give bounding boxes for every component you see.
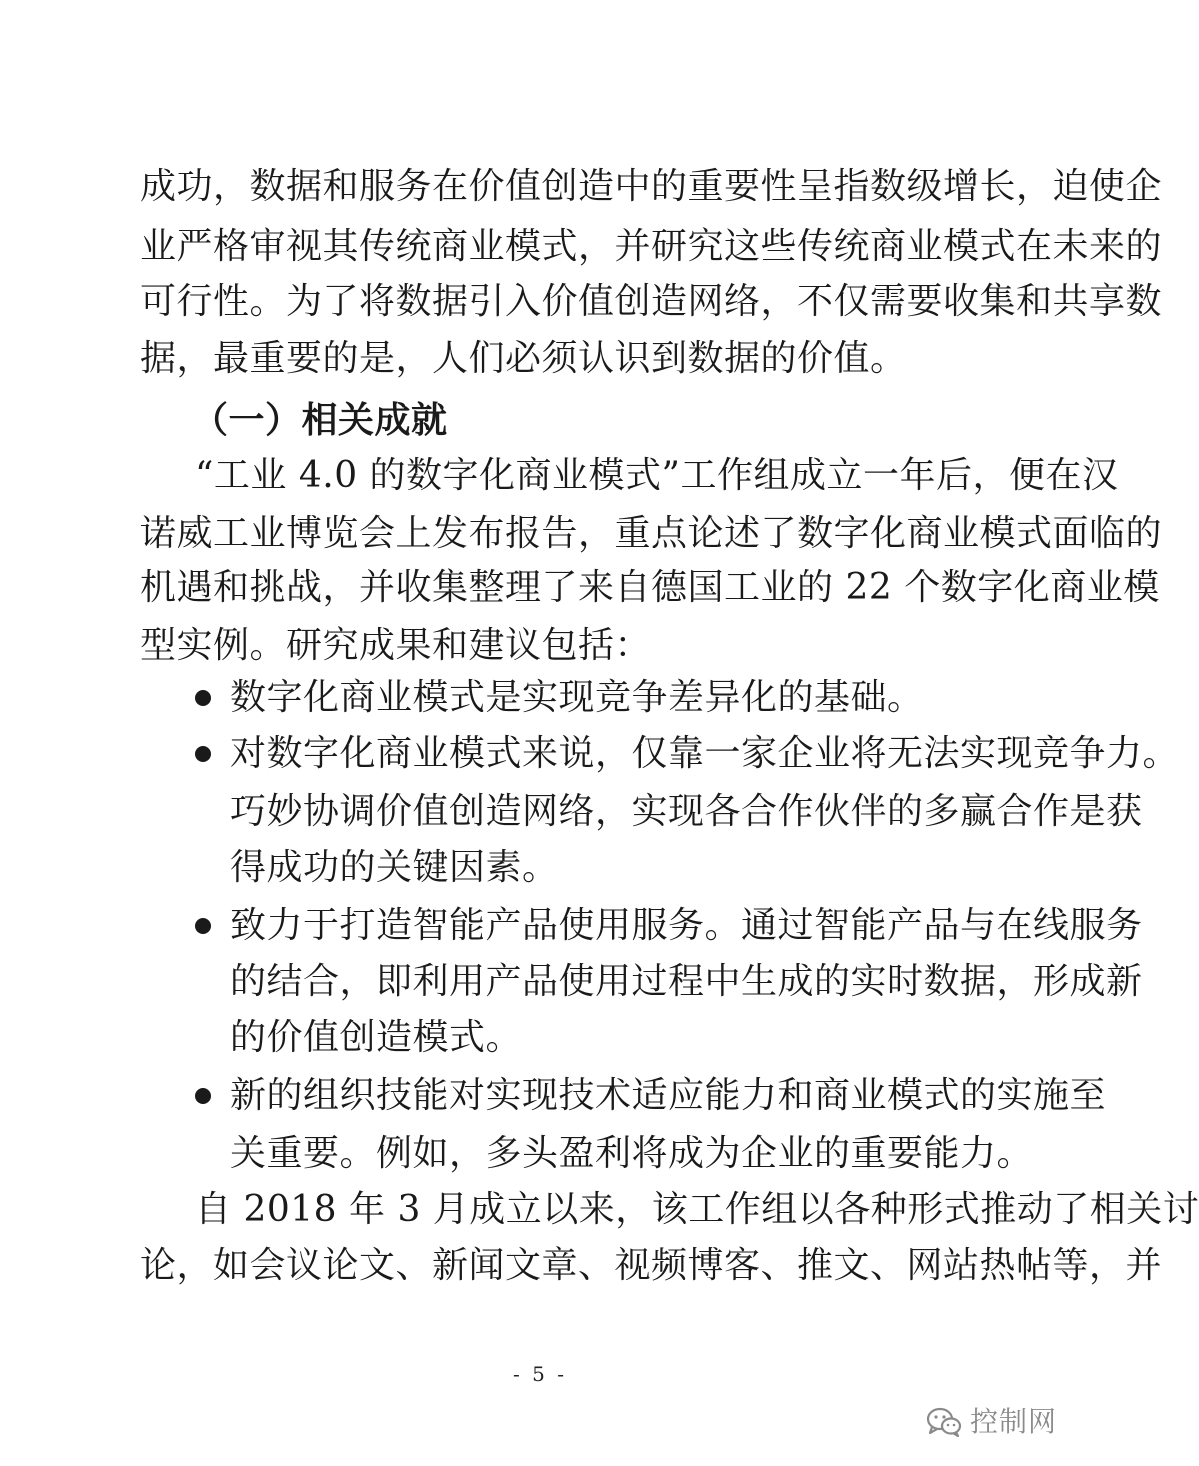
paragraph-line: 诺威工业博览会上发布报告，重点论述了数字化商业模式面临的 <box>140 513 1163 554</box>
list-item: 数字化商业模式是实现竞争差异化的基础。 <box>230 677 924 718</box>
wechat-icon <box>926 1406 962 1438</box>
list-item: 对数字化商业模式来说，仅靠一家企业将无法实现竞争力。 <box>230 733 1180 774</box>
bullet-dot <box>195 690 211 706</box>
section-heading: （一）相关成就 <box>192 399 448 441</box>
paragraph-line: 据，最重要的是，人们必须认识到数据的价值。 <box>140 338 907 379</box>
paragraph-line: 可行性。为了将数据引入价值创造网络，不仅需要收集和共享数 <box>140 281 1163 322</box>
bullet-dot <box>195 1088 211 1104</box>
paragraph-line: 业严格审视其传统商业模式，并研究这些传统商业模式在未来的 <box>140 226 1163 267</box>
paragraph-line: 机遇和挑战，并收集整理了来自德国工业的 22 个数字化商业模 <box>140 567 1160 608</box>
paragraph-line: “工业 4.0 的数字化商业模式”工作组成立一年后，便在汉 <box>195 455 1119 496</box>
list-item: 巧妙协调价值创造网络，实现各合作伙伴的多赢合作是获 <box>230 791 1143 832</box>
page-number: - 5 - <box>513 1362 567 1386</box>
bullet-dot <box>195 918 211 934</box>
bullet-dot <box>195 746 211 762</box>
list-item: 新的组织技能对实现技术适应能力和商业模式的实施至 <box>230 1075 1107 1116</box>
watermark-text: 控制网 <box>970 1405 1058 1438</box>
paragraph-line: 成功，数据和服务在价值创造中的重要性呈指数级增长，迫使企 <box>140 166 1163 207</box>
paragraph-line: 论，如会议论文、新闻文章、视频博客、推文、网站热帖等，并 <box>140 1245 1163 1286</box>
list-item: 得成功的关键因素。 <box>230 847 559 888</box>
paragraph-line: 型实例。研究成果和建议包括： <box>140 625 652 666</box>
list-item: 的结合，即利用产品使用过程中生成的实时数据，形成新 <box>230 961 1143 1002</box>
paragraph-line: 自 2018 年 3 月成立以来，该工作组以各种形式推动了相关讨 <box>195 1189 1199 1230</box>
list-item: 的价值创造模式。 <box>230 1017 523 1058</box>
list-item: 关重要。例如，多头盈利将成为企业的重要能力。 <box>230 1133 1034 1174</box>
watermark <box>926 1402 1057 1442</box>
list-item: 致力于打造智能产品使用服务。通过智能产品与在线服务 <box>230 905 1143 946</box>
